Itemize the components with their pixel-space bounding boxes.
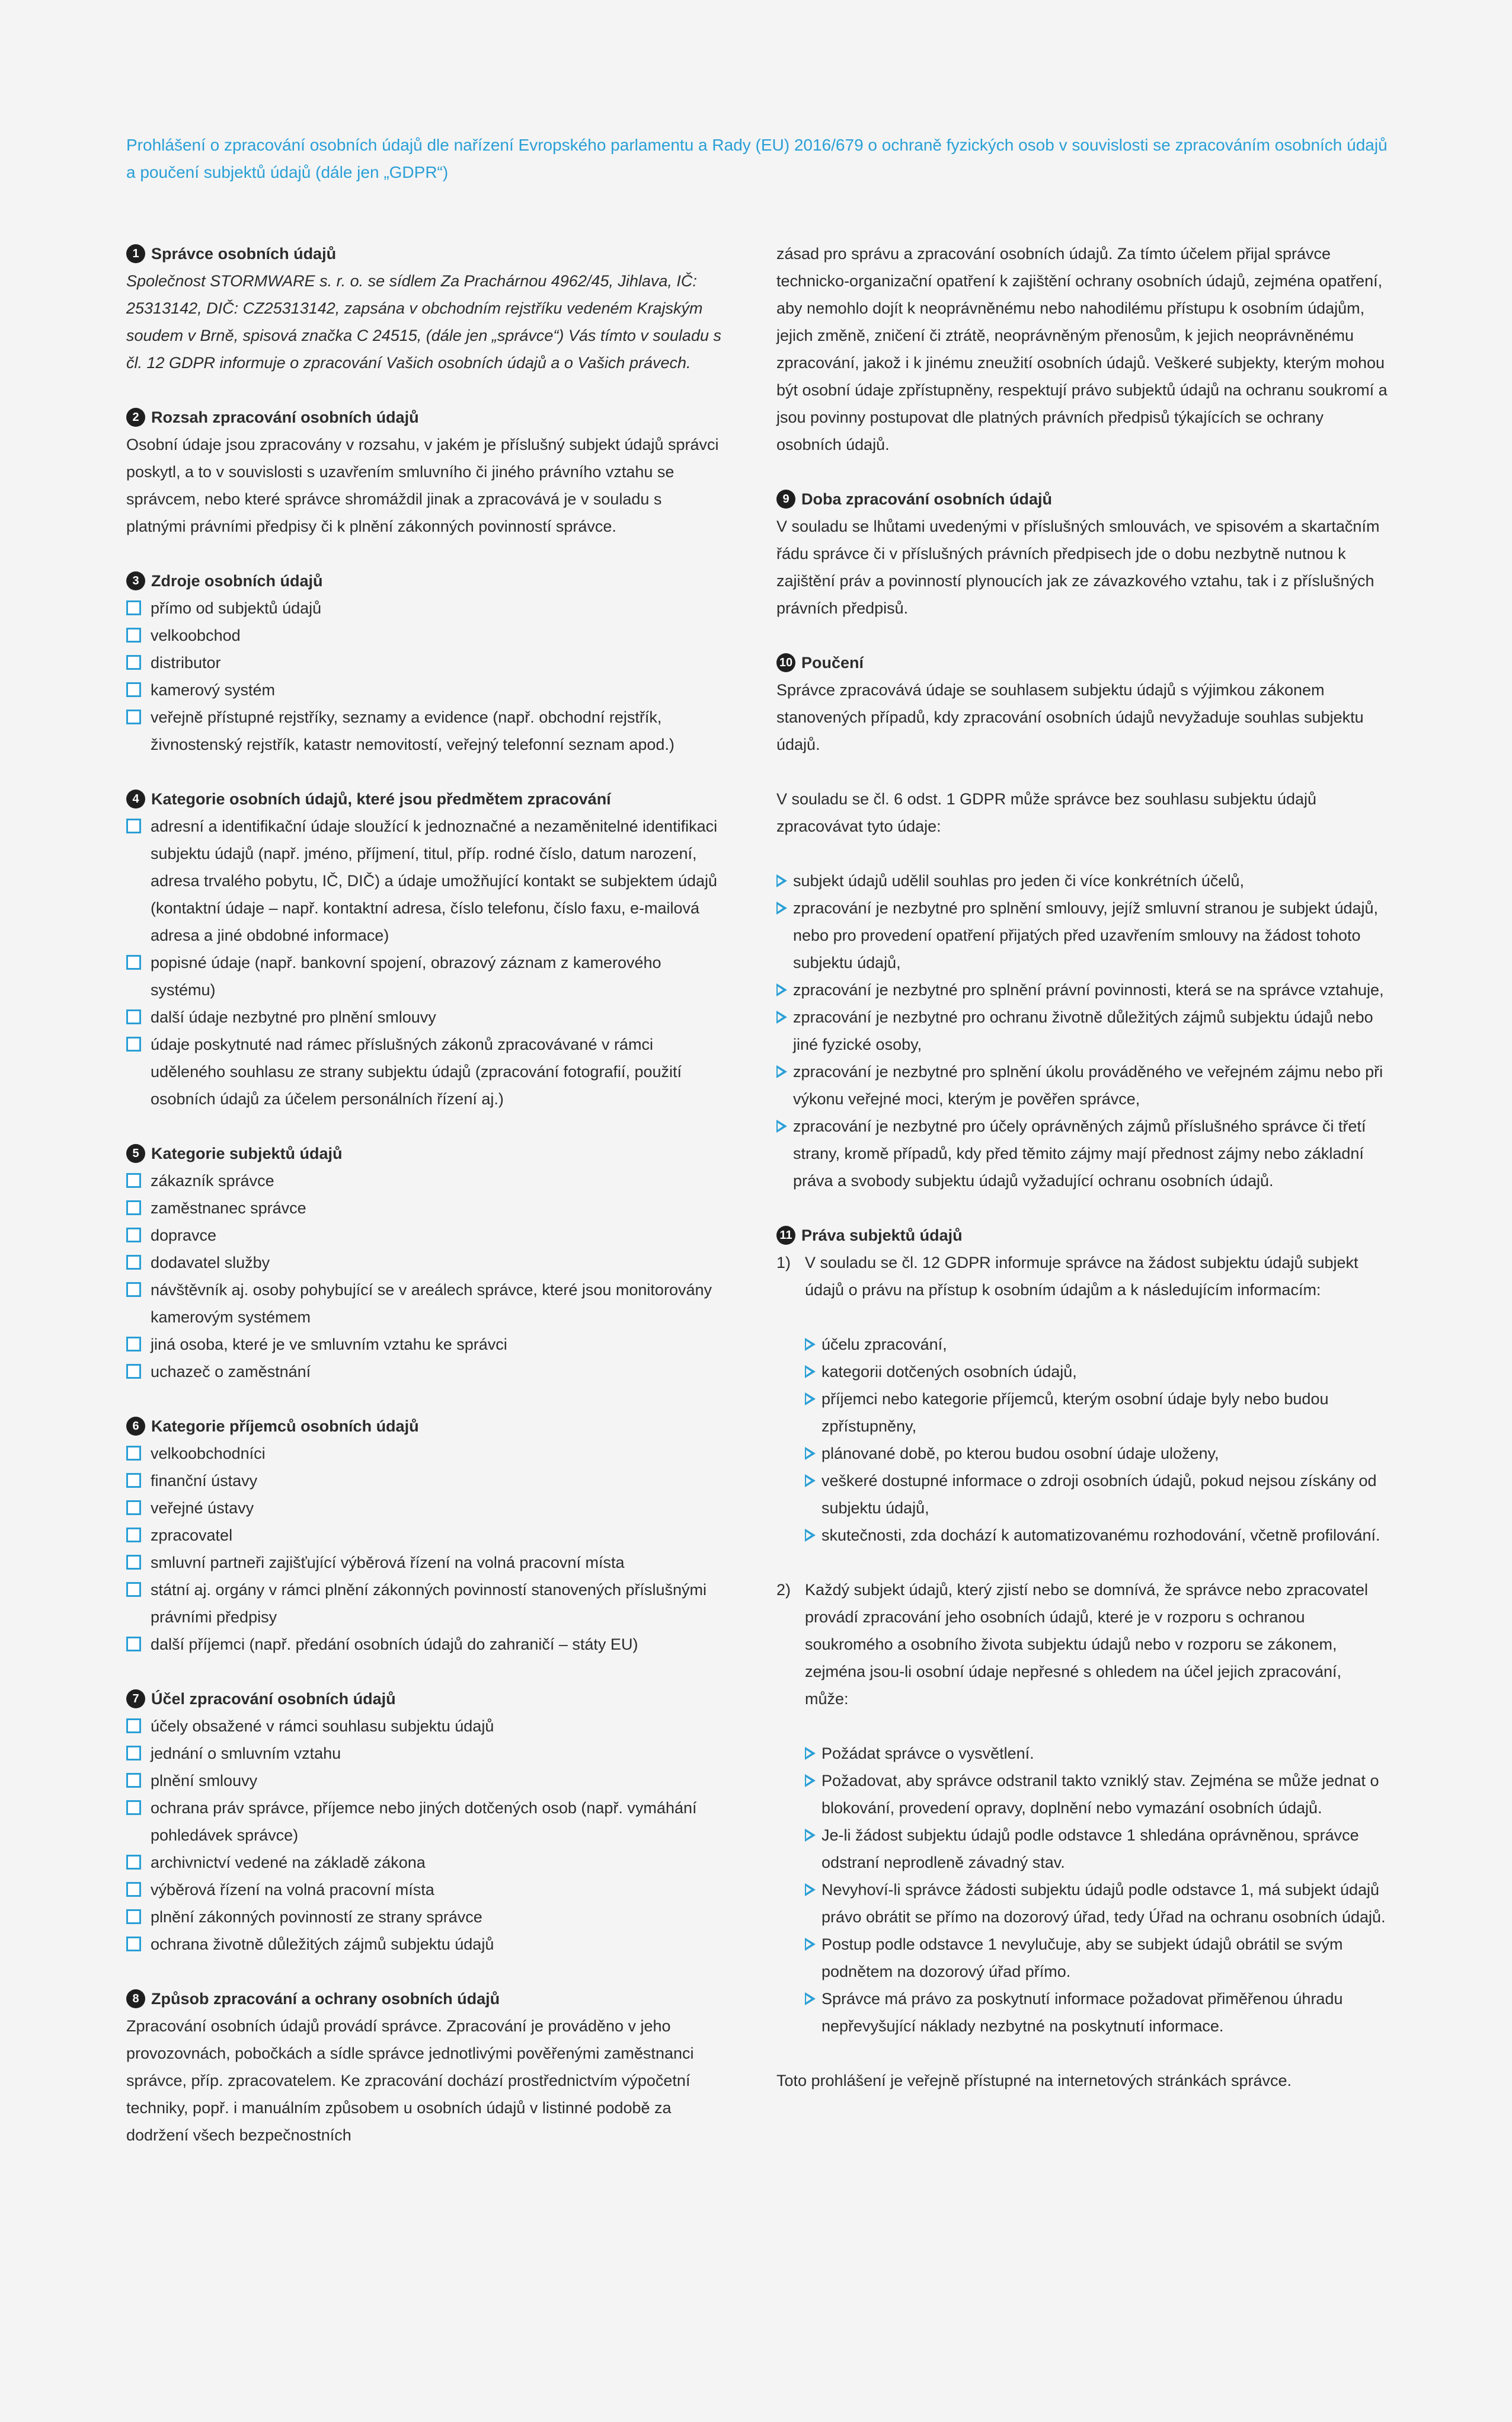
item-label: zpracování je nezbytné pro splnění úkolu prováděného ve veřejném zájmu nebo při výkonu veřejné moci, kterým je pověřen správce, — [793, 1063, 1383, 1108]
item-label: výběrová řízení na volná pracovní místa — [151, 1881, 434, 1899]
section-text: zásad pro správu a zpracování osobních údajů. Za tímto účelem přijal správce technicko-organizační opatření k zajištění ochrany osobních údajů, zejména opatření, aby nemohlo dojít k neoprávněnému nebo nahodilému přístupu k osobním údajům, jejich změně, zničení či ztrátě, neoprávněným přenosům, k jejich neoprávněnému zpracování, jakož i k jinému zneužití osobních údajů. Veškeré subjekty, kterým mohou být osobní údaje zpřístupněny, respektují právo subjektů údajů na ochranu soukromí a jsou povinny postupovat dle platných právních předpisů týkajících se ochrany osobních údajů. — [776, 245, 1388, 453]
item-label: kamerový systém — [151, 681, 276, 699]
list-item — [805, 1385, 1388, 1440]
checkbox-item[interactable] — [126, 813, 725, 949]
checkbox-item[interactable] — [126, 704, 725, 758]
section-heading — [776, 1222, 1388, 1249]
section-heading — [776, 649, 1388, 676]
item-label: zpracování je nezbytné pro splnění smlouvy, jejíž smluvní stranou je subjekt údajů, nebo pro provedení opatření přijatých před uzavřením smlouvy na žádost tohoto subjektu údajů, — [793, 899, 1379, 972]
item-label: zpracovatel — [151, 1526, 233, 1544]
section-number-badge: 10 — [776, 653, 795, 672]
item-label: jiná osoba, které je ve smluvním vztahu ke správci — [151, 1335, 507, 1353]
checkbox-item[interactable] — [126, 1194, 725, 1222]
checkbox[interactable] — [126, 1173, 141, 1188]
section-text: Osobní údaje jsou zpracovány v rozsahu, v jakém je příslušný subjekt údajů správci poskytl, a to v souvislosti s uzavřením smluvního či jiného právního vztahu se správcem, nebo které správce shromáždil jinak a zpracovává je v souladu s platnými právními předpisy či k plnění zákonných povinností správce. — [126, 436, 719, 535]
list-item — [776, 1004, 1388, 1058]
section-number-badge: 4 — [126, 790, 145, 809]
item-label: další údaje nezbytné pro plnění smlouvy — [151, 1008, 436, 1026]
checkbox[interactable] — [126, 1228, 141, 1242]
triangle-bullet-icon — [805, 1529, 816, 1542]
checkbox-item[interactable] — [126, 676, 725, 704]
checkbox-list — [126, 1440, 725, 1658]
list-item — [805, 1931, 1388, 1985]
item-label: Požádat správce o vysvětlení. — [821, 1744, 1034, 1762]
checkbox[interactable] — [126, 1009, 141, 1024]
checkbox[interactable] — [126, 1500, 141, 1515]
checkbox[interactable] — [126, 1582, 141, 1597]
checkbox-item[interactable] — [126, 1767, 725, 1794]
section-title: Poučení — [801, 654, 864, 672]
item-label: jednání o smluvním vztahu — [151, 1744, 341, 1762]
item-label: subjekt údajů udělil souhlas pro jeden či více konkrétních účelů, — [793, 872, 1244, 890]
section-scope — [126, 404, 725, 540]
checkbox[interactable] — [126, 710, 141, 724]
section-text: Zpracování osobních údajů provádí správce. Zpracování je prováděno v jeho provozovnách, pobočkách a sídle správce jednotlivými pověřenými zaměstnanci správce, příp. zpracovatelem. Ke zpracování dochází prostřednictvím výpočetní techniky, popř. i manuálním způsobem u osobních údajů v listinné podobě za dodržení všech bezpečnostních — [126, 2017, 694, 2144]
checkbox[interactable] — [126, 819, 141, 833]
triangle-bullet-icon — [805, 1883, 816, 1896]
section-title: Kategorie subjektů údajů — [151, 1145, 343, 1162]
section-heading — [126, 404, 725, 431]
checkbox[interactable] — [126, 1773, 141, 1788]
section-title: Zdroje osobních údajů — [151, 572, 323, 590]
item-label: příjemci nebo kategorie příjemců, kterým osobní údaje byly nebo budou zpřístupněny, — [821, 1390, 1329, 1435]
checkbox-list — [126, 1167, 725, 1385]
item-label: dodavatel služby — [151, 1254, 270, 1271]
checkbox[interactable] — [126, 1255, 141, 1270]
list-item — [805, 1767, 1388, 1822]
list-item — [776, 1113, 1388, 1194]
checkbox[interactable] — [126, 1882, 141, 1897]
item-label: státní aj. orgány v rámci plnění zákonných povinností stanovených příslušnými právními předpisy — [151, 1581, 707, 1626]
list-item — [776, 867, 1388, 894]
checkbox-item[interactable] — [126, 1494, 725, 1522]
item-label: dopravce — [151, 1226, 217, 1244]
checkbox-item[interactable] — [126, 1167, 725, 1194]
item-label: veškeré dostupné informace o zdroji osobních údajů, pokud nejsou získány od subjektu údajů, — [821, 1472, 1377, 1517]
item-label: adresní a identifikační údaje sloužící k jednoznačné a nezaměnitelné identifikaci subjektu údajů (např. jméno, příjmení, titul, příp. rodné číslo, datum narození, adresa trvalého pobytu, IČ, DIČ) a údaje umožňující kontakt se subjektem údajů (kontaktní údaje – např. kontaktní adresa, číslo telefonu, číslo faxu, e-mailová adresa a jiné obdobné informace) — [151, 817, 718, 944]
item-label: zpracování je nezbytné pro splnění právní povinnosti, která se na správce vztahuje, — [793, 981, 1384, 999]
checkbox-item[interactable] — [126, 1576, 725, 1631]
triangle-bullet-icon — [776, 1011, 787, 1024]
document-title: Prohlášení o zpracování osobních údajů dle nařízení Evropského parlamentu a Rady (EU) 2016/679 o ochraně fyzických osob v souvislosti se zpracováním osobních údajů a poučení subjektů údajů (dále jen „GDPR“) — [126, 136, 1388, 181]
triangle-bullet-icon — [805, 1829, 816, 1842]
list-item — [805, 1876, 1388, 1931]
footer-note: Toto prohlášení je veřejně přístupné na internetových stránkách správce. — [776, 2072, 1292, 2089]
list-item — [805, 1440, 1388, 1467]
section-heading — [126, 785, 725, 813]
checkbox-item[interactable] — [126, 1031, 725, 1113]
checkbox-item[interactable] — [126, 1549, 725, 1576]
section-sources — [126, 567, 725, 758]
section-title: Kategorie příjemců osobních údajů — [151, 1417, 419, 1435]
item-label: účelu zpracování, — [821, 1335, 947, 1353]
checkbox[interactable] — [126, 1446, 141, 1461]
triangle-bullet-icon — [805, 1338, 816, 1351]
checkbox-item[interactable] — [126, 622, 725, 649]
checkbox-list — [126, 813, 725, 1113]
section-data-categories — [126, 785, 725, 1113]
section-number-badge: 5 — [126, 1144, 145, 1163]
item-label: ochrana životně důležitých zájmů subjektu údajů — [151, 1935, 494, 1953]
checkbox[interactable] — [126, 1855, 141, 1870]
checkbox-item[interactable] — [126, 1276, 725, 1331]
checkbox-item[interactable] — [126, 1740, 725, 1767]
checkbox[interactable] — [126, 628, 141, 643]
checkbox[interactable] — [126, 1800, 141, 1815]
item-label: zákazník správce — [151, 1172, 274, 1190]
item-label: údaje poskytnuté nad rámec příslušných zákonů zpracovávané v rámci uděleného souhlasu ze strany subjektu údajů (zpracování fotografií, použití osobních údajů za účelem personálních řízení aj.) — [151, 1036, 682, 1108]
item-label: veřejně přístupné rejstříky, seznamy a evidence (např. obchodní rejstřík, živnostenský rejstřík, katastr nemovitostí, veřejný telefonní seznam apod.) — [151, 708, 675, 753]
right-column — [776, 240, 1388, 2094]
section-processing-method — [126, 1985, 725, 2149]
checkbox[interactable] — [126, 1555, 141, 1570]
checkbox[interactable] — [126, 1909, 141, 1924]
section-text: Společnost STORMWARE s. r. o. se sídlem Za Prachárnou 4962/45, Jihlava, IČ: 25313142, DIČ: CZ25313142, zapsána v obchodním rejstříku vedeném Krajským soudem v Brně, spisová značka C 24515, (dále jen „správce“) Vás tímto v souladu s čl. 12 GDPR informuje o zpracování Vašich osobních údajů a o Vašich právech. — [126, 272, 721, 372]
section-subject-categories — [126, 1140, 725, 1385]
checkbox[interactable] — [126, 600, 141, 615]
item-label: přímo od subjektů údajů — [151, 599, 322, 617]
section-retention — [776, 485, 1388, 622]
item-label: ochrana práv správce, příjemce nebo jiných dotčených osob (např. vymáhání pohledávek správce) — [151, 1799, 697, 1844]
arrow-list — [805, 1740, 1388, 2040]
section-heading — [776, 485, 1388, 513]
item-label: kategorii dotčených osobních údajů, — [821, 1363, 1077, 1381]
left-column — [126, 240, 725, 2176]
list-item — [805, 1740, 1388, 1767]
checkbox[interactable] — [126, 1937, 141, 1951]
checkbox-item[interactable] — [126, 1331, 725, 1358]
numbered-paragraph — [776, 1249, 1388, 1303]
checkbox[interactable] — [126, 1637, 141, 1651]
section-text: V souladu se čl. 12 GDPR informuje správce na žádost subjektu údajů subjekt údajů o právu na přístup k osobním údajům a k následujícím informacím: — [805, 1254, 1358, 1299]
checkbox-item[interactable] — [126, 1440, 725, 1467]
list-item — [776, 1058, 1388, 1113]
list-item — [805, 1467, 1388, 1522]
item-label: distributor — [151, 654, 221, 672]
triangle-bullet-icon — [805, 1392, 816, 1405]
checkbox[interactable] — [126, 1337, 141, 1351]
section-number-badge: 11 — [776, 1226, 795, 1245]
section-number-badge: 8 — [126, 1989, 145, 2008]
checkbox-item[interactable] — [126, 1249, 725, 1276]
triangle-bullet-icon — [805, 1992, 816, 2005]
checkbox-list — [126, 595, 725, 758]
checkbox-item[interactable] — [126, 1903, 725, 1931]
triangle-bullet-icon — [805, 1365, 816, 1378]
checkbox[interactable] — [126, 1364, 141, 1379]
checkbox[interactable] — [126, 1746, 141, 1760]
checkbox-item[interactable] — [126, 1222, 725, 1249]
section-number-badge: 6 — [126, 1417, 145, 1436]
checkbox[interactable] — [126, 1528, 141, 1542]
section-heading — [126, 1413, 725, 1440]
list-item — [776, 976, 1388, 1004]
triangle-bullet-icon — [805, 1474, 816, 1487]
triangle-bullet-icon — [805, 1938, 816, 1951]
section-title: Doba zpracování osobních údajů — [801, 490, 1053, 508]
section-number-badge: 2 — [126, 408, 145, 427]
section-text: Každý subjekt údajů, který zjistí nebo se domnívá, že správce nebo zpracovatel provádí zpracování jeho osobních údajů, které je v rozporu s ochranou soukromého a osobního života subjektu údajů nebo v rozporu se zákonem, zejména jsou-li osobní údaje nepřesné s ohledem na účel jejich zpracování, může: — [805, 1581, 1369, 1708]
checkbox-item[interactable] — [126, 949, 725, 1004]
item-label: Požadovat, aby správce odstranil takto vzniklý stav. Zejména se může jednat o blokování, provedení opravy, doplnění nebo vymazání osobních údajů. — [821, 1772, 1379, 1817]
list-item — [776, 894, 1388, 976]
section-controller — [126, 240, 725, 376]
checkbox-item[interactable] — [126, 1712, 725, 1740]
item-label: zpracování je nezbytné pro účely oprávněných zájmů příslušného správce či třetí strany, kromě případů, kdy před těmito zájmy mají přednost zájmy nebo základní práva a svobody subjektu údajů vyžadující ochranu osobních údajů. — [793, 1117, 1366, 1190]
arrow-list — [805, 1331, 1388, 1549]
section-recipients — [126, 1413, 725, 1658]
triangle-bullet-icon — [805, 1447, 816, 1460]
item-label: zaměstnanec správce — [151, 1199, 306, 1217]
section-title: Způsob zpracování a ochrany osobních údajů — [151, 1990, 500, 2008]
item-label: veřejné ústavy — [151, 1499, 254, 1517]
item-label: Postup podle odstavce 1 nevylučuje, aby se subjekt údajů obrátil se svým podnětem na dozorový úřad přímo. — [821, 1935, 1343, 1980]
triangle-bullet-icon — [776, 1065, 787, 1078]
item-label: Nevyhoví-li správce žádosti subjektu údajů podle odstavce 1, má subjekt údajů právo obrátit se přímo na dozorový úřad, tedy Úřad na ochranu osobních údajů. — [821, 1881, 1386, 1926]
section-title: Správce osobních údajů — [151, 245, 337, 263]
section-title: Rozsah zpracování osobních údajů — [151, 408, 419, 426]
checkbox-item[interactable] — [126, 1522, 725, 1549]
item-label: finanční ústavy — [151, 1472, 258, 1490]
triangle-bullet-icon — [776, 902, 787, 915]
section-text: V souladu se čl. 6 odst. 1 GDPR může správce bez souhlasu subjektu údajů zpracovávat tyto údaje: — [776, 790, 1316, 835]
paragraph-number: 1) — [776, 1254, 791, 1271]
section-title: Práva subjektů údajů — [801, 1226, 963, 1244]
triangle-bullet-icon — [776, 1120, 787, 1133]
section-rights — [776, 1222, 1388, 2040]
triangle-bullet-icon — [776, 874, 787, 887]
arrow-list — [776, 867, 1388, 1194]
section-title: Kategorie osobních údajů, které jsou předmětem zpracování — [151, 790, 611, 808]
item-label: archivnictví vedené na základě zákona — [151, 1854, 426, 1871]
checkbox[interactable] — [126, 955, 141, 970]
checkbox-item[interactable] — [126, 1794, 725, 1849]
checkbox-item[interactable] — [126, 1931, 725, 1958]
section-heading — [126, 1985, 725, 2012]
section-heading — [126, 1685, 725, 1712]
checkbox-item[interactable] — [126, 1358, 725, 1385]
item-label: plnění smlouvy — [151, 1772, 258, 1790]
list-item — [805, 1985, 1388, 2040]
section-heading — [126, 567, 725, 595]
list-item — [805, 1522, 1388, 1549]
section-text: Správce zpracovává údaje se souhlasem subjektu údajů s výjimkou zákonem stanovených případů, kdy zpracování osobních údajů nevyžaduje souhlas subjektu údajů. — [776, 681, 1364, 753]
checkbox-item[interactable] — [126, 1876, 725, 1903]
section-purpose — [126, 1685, 725, 1958]
paragraph-number: 2) — [776, 1581, 791, 1599]
checkbox[interactable] — [126, 1200, 141, 1215]
checkbox-list — [126, 1712, 725, 1958]
item-label: zpracování je nezbytné pro ochranu životně důležitých zájmů subjektu údajů nebo jiné fyzické osoby, — [793, 1008, 1373, 1053]
checkbox-item[interactable] — [126, 1849, 725, 1876]
item-label: skutečnosti, zda dochází k automatizovanému rozhodování, včetně profilování. — [821, 1526, 1380, 1544]
section-number-badge: 9 — [776, 490, 795, 509]
item-label: návštěvník aj. osoby pohybující se v areálech správce, které jsou monitorovány kamerovým systémem — [151, 1281, 712, 1326]
checkbox[interactable] — [126, 682, 141, 697]
checkbox[interactable] — [126, 1037, 141, 1052]
section-heading — [126, 1140, 725, 1167]
item-label: plánované době, po kterou budou osobní údaje uloženy, — [821, 1445, 1219, 1462]
item-label: popisné údaje (např. bankovní spojení, obrazový záznam z kamerového systému) — [151, 954, 661, 999]
item-label: Správce má právo za poskytnutí informace požadovat přiměřenou úhradu nepřevyšující náklady nezbytné na poskytnutí informace. — [821, 1990, 1343, 2035]
checkbox-item[interactable] — [126, 1631, 725, 1658]
checkbox-item[interactable] — [126, 649, 725, 676]
section-processing-method-continued — [776, 240, 1388, 458]
item-label: další příjemci (např. předání osobních údajů do zahraničí – státy EU) — [151, 1635, 638, 1653]
item-label: smluvní partneři zajišťující výběrová řízení na volná pracovní místa — [151, 1554, 625, 1571]
triangle-bullet-icon — [805, 1774, 816, 1787]
section-heading — [126, 240, 725, 267]
section-number-badge: 1 — [126, 244, 145, 263]
item-label: plnění zákonných povinností ze strany správce — [151, 1908, 482, 1926]
triangle-bullet-icon — [776, 983, 787, 996]
list-item — [805, 1331, 1388, 1358]
section-text: V souladu se lhůtami uvedenými v příslušných smlouvách, ve spisovém a skartačním řádu správce či v příslušných právních předpisech jde o dobu nezbytně nutnou k zajištění práv a povinností plynoucích jak ze závazkového vztahu, tak i z příslušných právních předpisů. — [776, 517, 1380, 617]
numbered-paragraph — [776, 1576, 1388, 1712]
item-label: Je-li žádost subjektu údajů podle odstavce 1 shledána oprávněnou, správce odstraní neprodleně závadný stav. — [821, 1826, 1359, 1871]
checkbox[interactable] — [126, 1282, 141, 1297]
section-notice — [776, 649, 1388, 1194]
section-number-badge: 3 — [126, 571, 145, 590]
triangle-bullet-icon — [805, 1747, 816, 1760]
item-label: uchazeč o zaměstnání — [151, 1363, 311, 1381]
checkbox-item[interactable] — [126, 1467, 725, 1494]
section-number-badge: 7 — [126, 1689, 145, 1708]
list-item — [805, 1358, 1388, 1385]
item-label: velkoobchodníci — [151, 1445, 266, 1462]
list-item — [805, 1822, 1388, 1876]
checkbox-item[interactable] — [126, 1004, 725, 1031]
checkbox-item[interactable] — [126, 595, 725, 622]
item-label: velkoobchod — [151, 627, 241, 644]
section-title: Účel zpracování osobních údajů — [151, 1690, 396, 1708]
checkbox[interactable] — [126, 1473, 141, 1488]
item-label: účely obsažené v rámci souhlasu subjektu údajů — [151, 1717, 494, 1735]
checkbox[interactable] — [126, 1718, 141, 1733]
checkbox[interactable] — [126, 655, 141, 670]
